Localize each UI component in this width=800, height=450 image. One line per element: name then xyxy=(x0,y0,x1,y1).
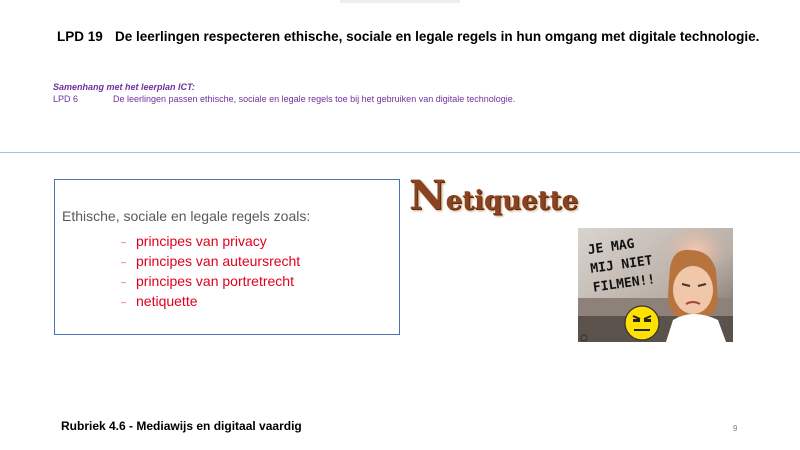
netiquette-logo: Netiquette xyxy=(409,172,579,219)
section-divider xyxy=(0,152,800,153)
no-filming-photo xyxy=(578,228,733,342)
footer-title: Rubriek 4.6 - Mediawijs en digitaal vaardig xyxy=(61,419,302,433)
dash-bullet-icon: – xyxy=(121,276,127,287)
list-item: – principes van auteursrecht xyxy=(121,252,300,272)
photo-caption: JE MAG MIJ NIET FILMEN!! xyxy=(586,236,657,296)
list-item: – netiquette xyxy=(121,292,300,312)
relation-code: LPD 6 xyxy=(53,94,79,104)
page-number: 9 xyxy=(733,424,738,433)
dash-bullet-icon: – xyxy=(121,236,127,247)
list-item: – principes van privacy xyxy=(121,232,300,252)
list-item: – principes van portretrecht xyxy=(121,272,300,292)
relation-block xyxy=(53,82,773,104)
dash-bullet-icon: – xyxy=(121,256,127,267)
rules-intro: Ethische, sociale en legale regels zoals: xyxy=(62,208,311,224)
heading-text: De leerlingen respecteren ethische, sociale en legale regels in hun omgang met digitale technologie. xyxy=(115,29,760,44)
heading-code: LPD 19 xyxy=(57,29,103,44)
relation-text: De leerlingen passen ethische, sociale en legale regels toe bij het gebruiken van digitale technologie. xyxy=(113,94,516,104)
rules-box xyxy=(54,179,400,335)
page-heading xyxy=(57,29,777,44)
rules-list xyxy=(121,232,300,312)
dash-bullet-icon: – xyxy=(121,296,127,307)
top-decoration-strip xyxy=(340,0,460,3)
relation-row xyxy=(53,94,773,104)
annoyed-face-icon xyxy=(625,306,659,340)
relation-title: Samenhang met het leerplan ICT: xyxy=(53,82,195,92)
